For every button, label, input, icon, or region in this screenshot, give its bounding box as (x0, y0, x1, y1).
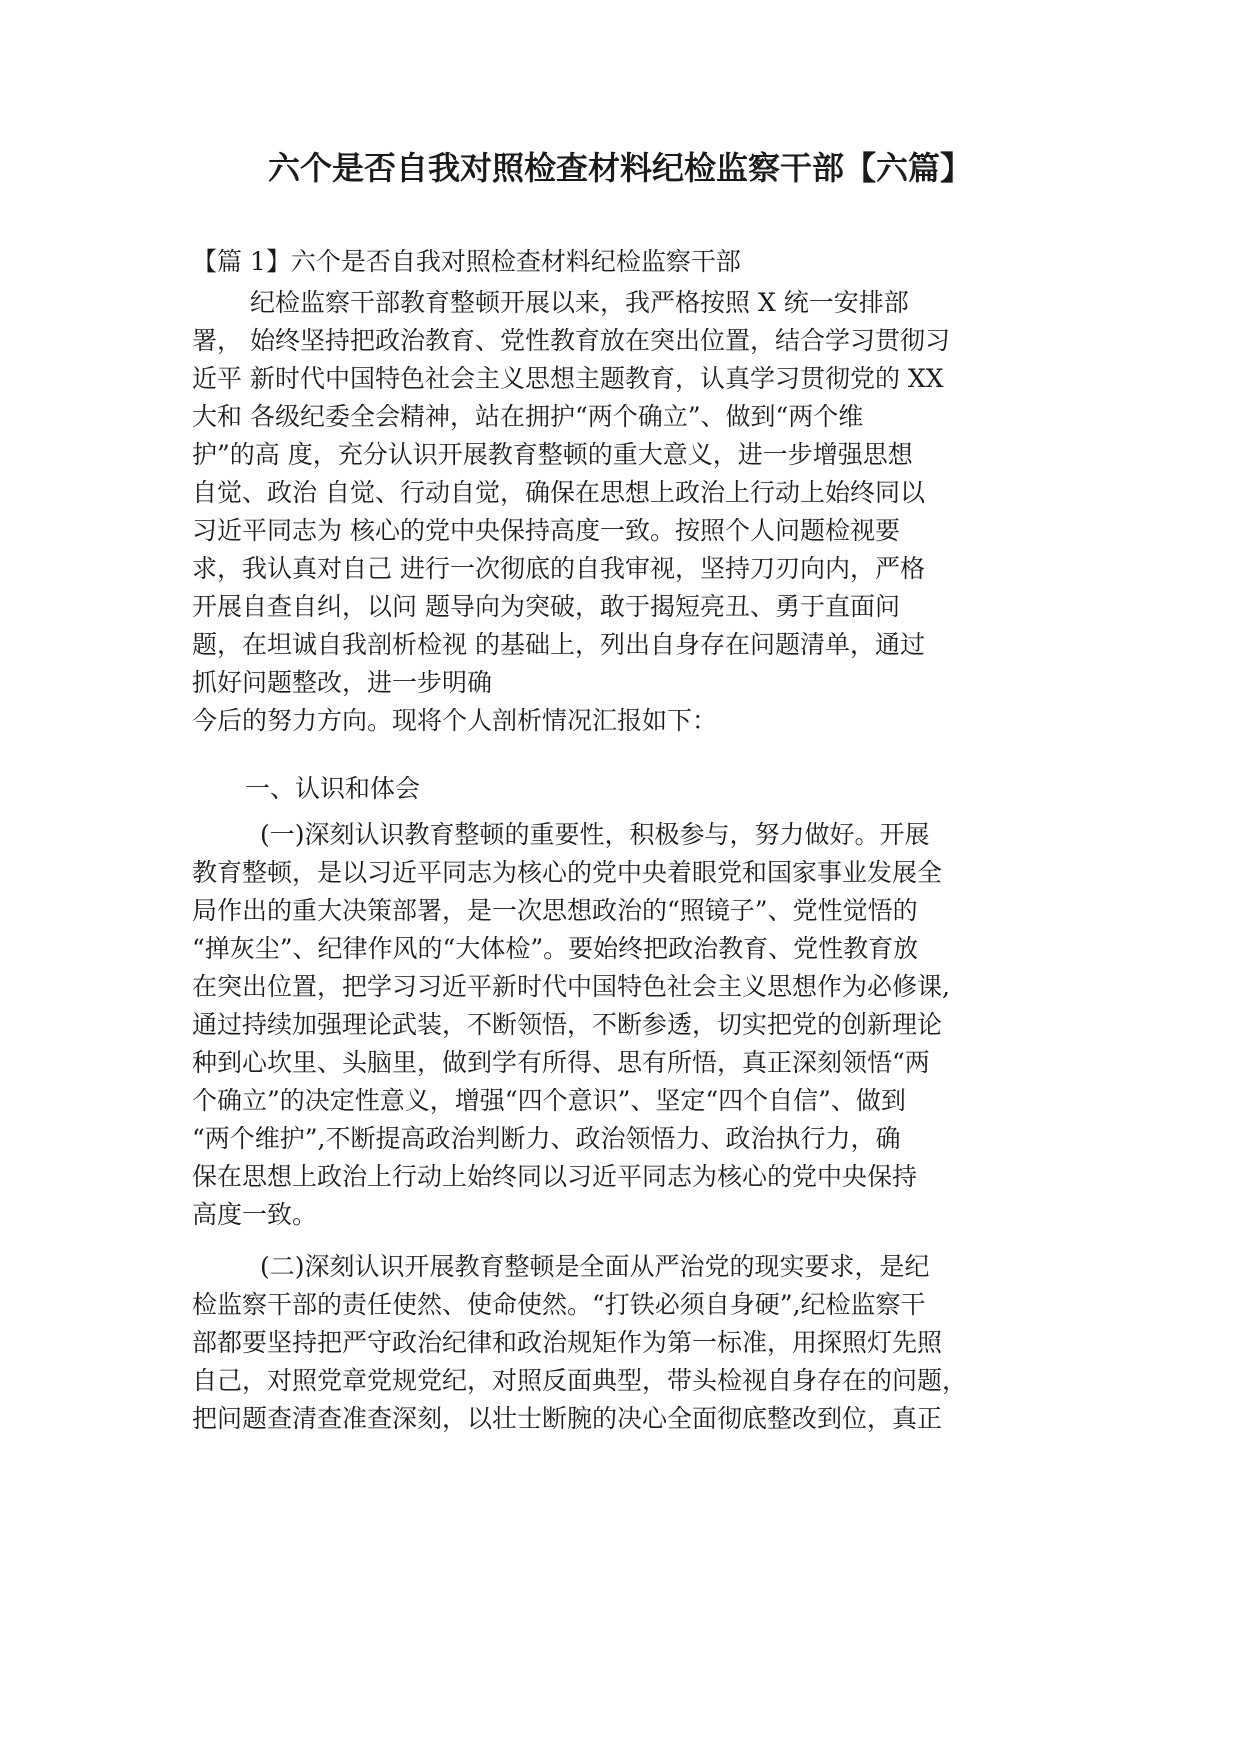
text-line: 近平 新时代中国特色社会主义思想主题教育，认真学习贯彻党的 XX (192, 364, 944, 393)
text-line: 大和 各级纪委全会精神，站在拥护“两个确立”、做到“两个维 (192, 402, 864, 431)
text-line: 题，在坦诚自我剖析检视 的基础上，列出自身存在问题清单，通过 (192, 630, 925, 659)
text-line: 求，我认真对自己 进行一次彻底的自我审视，坚持刀刃向内，严格 (192, 554, 925, 583)
text-line: 纪检监察干部教育整顿开展以来，我严格按照 X 统一安排部 (250, 288, 909, 317)
text-line: 通过持续加强理论武装，不断领悟，不断参透，切实把党的创新理论 (192, 1010, 943, 1039)
text-line: 把问题查清查准查深刻，以壮士断腕的决心全面彻底整改到位，真正 (192, 1404, 943, 1433)
text-line: 检监察干部的责任使然、使命使然。“打铁必须自身硬”,纪检监察干 (192, 1290, 926, 1319)
paragraph-2 (192, 1248, 1052, 1438)
text-line: “两个维护”,不断提高政治判断力、政治领悟力、政治执行力，确 (192, 1124, 901, 1153)
text-line: 部都要坚持把严守政治纪律和政治规矩作为第一标准，用探照灯先照 (192, 1328, 943, 1357)
text-line: 自觉、政治 自觉、行动自觉，确保在思想上政治上行动上始终同以 (192, 478, 925, 507)
text-line: 今后的努力方向。现将个人剖析情况汇报如下： (192, 706, 718, 735)
text-line: 开展自查自纠，以问 题导向为突破，敢于揭短亮丑、勇于直面问 (192, 592, 900, 621)
text-line: (一)深刻认识教育整顿的重要性，积极参与，努力做好。开展 (260, 820, 930, 849)
section-heading-1: 一、认识和体会 (245, 774, 421, 803)
text-line: 抓好问题整改，进一步明确 (192, 668, 493, 697)
text-line: 个确立”的决定性意义，增强“四个意识”、坚定“四个自信”、做到 (192, 1086, 906, 1115)
text-line: 署， 始终坚持把政治教育、党性教育放在突出位置，结合学习贯彻习 (192, 326, 950, 355)
text-line: 在突出位置，把学习习近平新时代中国特色社会主义思想作为必修课, (192, 972, 950, 1001)
text-line: “掸灰尘”、纪律作风的“大体检”。要始终把政治教育、党性教育放 (192, 934, 919, 963)
text-line: 自己，对照党章党规党纪，对照反面典型，带头检视自身存在的问题， (192, 1366, 968, 1395)
text-line: 局作出的重大决策部署，是一次思想政治的“照镜子”、党性觉悟的 (192, 896, 918, 925)
text-line: 保在思想上政治上行动上始终同以习近平同志为核心的党中央保持 (192, 1162, 918, 1191)
text-line: (二)深刻认识开展教育整顿是全面从严治党的现实要求，是纪 (260, 1252, 930, 1281)
paragraph-1 (192, 816, 1052, 1234)
text-line: 护”的高 度，充分认识开展教育整顿的重大意义，进一步增强思想 (192, 440, 913, 469)
article-heading: 【篇 1】六个是否自我对照检查材料纪检监察干部 (192, 247, 741, 276)
document-title: 六个是否自我对照检查材料纪检监察干部【六篇】 (267, 149, 972, 187)
intro-paragraph (192, 284, 1052, 738)
text-line: 教育整顿，是以习近平同志为核心的党中央着眼党和国家事业发展全 (192, 858, 943, 887)
text-line: 高度一致。 (192, 1200, 318, 1229)
text-line: 种到心坎里、头脑里，做到学有所得、思有所悟，真正深刻领悟“两 (192, 1048, 930, 1077)
text-line: 习近平同志为 核心的党中央保持高度一致。按照个人问题检视要 (192, 516, 900, 545)
